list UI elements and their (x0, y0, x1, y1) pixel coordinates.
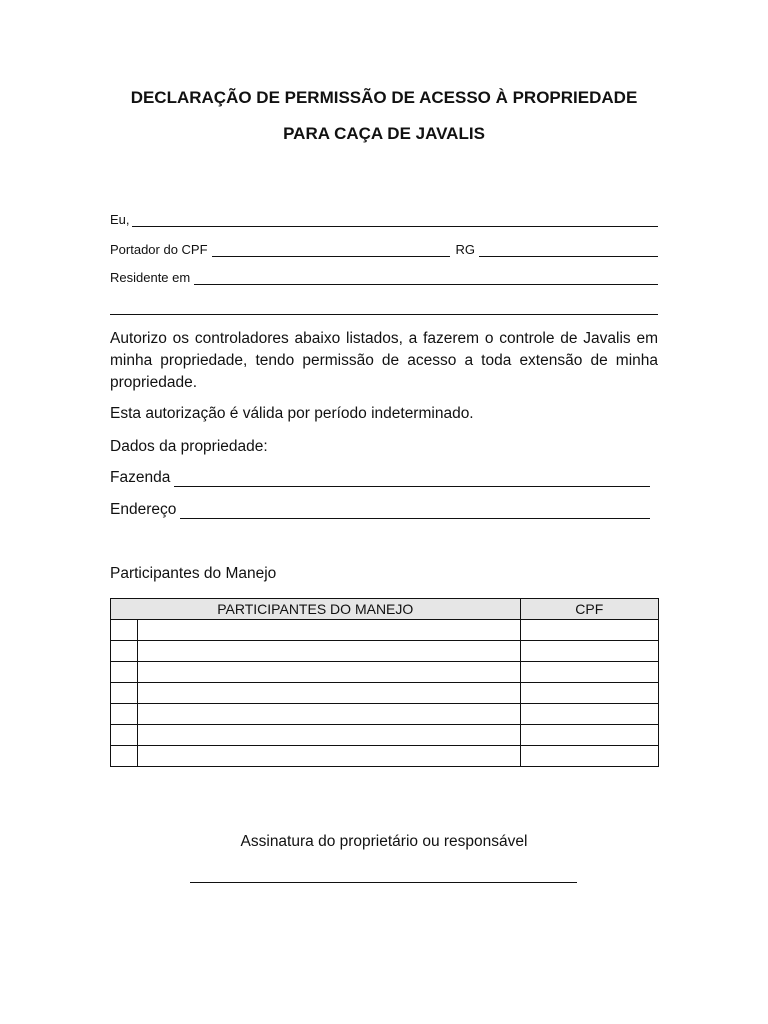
row-number-cell (111, 683, 138, 704)
row-number-cell (111, 620, 138, 641)
participant-cpf-cell[interactable] (520, 641, 658, 662)
residente-label: Residente em (110, 270, 191, 285)
endereco-field (110, 501, 650, 519)
authorization-paragraph: Autorizo os controladores abaixo listados, a fazerem o controle de Javalis em minha propriedade, tendo permissão de acesso a toda extensão de minha propriedade. (110, 330, 658, 391)
participant-name-cell[interactable] (137, 725, 520, 746)
cpf-rg-field (110, 242, 658, 257)
participants-section-label: Participantes do Manejo (110, 565, 277, 582)
endereco-blank-line[interactable] (180, 502, 650, 519)
row-number-cell (111, 662, 138, 683)
participant-name-cell[interactable] (137, 683, 520, 704)
participant-cpf-cell[interactable] (520, 620, 658, 641)
endereco-label: Endereço (110, 501, 177, 518)
document-title-line1: DECLARAÇÃO DE PERMISSÃO DE ACESSO À PROPRIEDADE (130, 88, 638, 107)
residente-blank-line[interactable] (194, 270, 658, 285)
address-continuation-field (110, 300, 658, 315)
row-number-cell (111, 746, 138, 767)
validity-paragraph: Esta autorização é válida por período indeterminado. (110, 405, 474, 422)
participant-cpf-cell[interactable] (520, 704, 658, 725)
participant-name-cell[interactable] (137, 662, 520, 683)
table-row (111, 704, 659, 725)
cpf-blank-line[interactable] (212, 242, 450, 257)
participant-name-cell[interactable] (137, 704, 520, 725)
participant-name-cell[interactable] (137, 641, 520, 662)
table-row (111, 683, 659, 704)
participants-column-header: PARTICIPANTES DO MANEJO (111, 599, 521, 620)
eu-label: Eu, (110, 212, 130, 227)
row-number-cell (111, 725, 138, 746)
row-number-cell (111, 641, 138, 662)
participants-table (110, 598, 659, 767)
table-row (111, 746, 659, 767)
participant-cpf-cell[interactable] (520, 746, 658, 767)
signature-line[interactable] (190, 882, 577, 883)
table-row (111, 620, 659, 641)
participants-table-body (111, 620, 659, 767)
table-row (111, 662, 659, 683)
document-title-line2: PARA CAÇA DE JAVALIS (283, 124, 485, 143)
fazenda-field (110, 469, 650, 487)
table-row (111, 641, 659, 662)
property-data-heading: Dados da propriedade: (110, 438, 268, 455)
rg-blank-line[interactable] (479, 242, 658, 257)
signature-label: Assinatura do proprietário ou responsável (240, 833, 528, 850)
fazenda-label: Fazenda (110, 469, 171, 486)
participant-cpf-cell[interactable] (520, 725, 658, 746)
table-row (111, 725, 659, 746)
eu-blank-line[interactable] (132, 212, 658, 227)
eu-field (110, 212, 658, 227)
cpf-column-header: CPF (520, 599, 658, 620)
participant-cpf-cell[interactable] (520, 683, 658, 704)
cpf-label: Portador do CPF (110, 242, 208, 257)
fazenda-blank-line[interactable] (174, 470, 650, 487)
rg-label: RG (455, 242, 476, 257)
participants-table-header (111, 599, 659, 620)
participant-name-cell[interactable] (137, 746, 520, 767)
participant-cpf-cell[interactable] (520, 662, 658, 683)
address-continuation-line[interactable] (110, 300, 658, 315)
row-number-cell (111, 704, 138, 725)
residente-field (110, 270, 658, 285)
participant-name-cell[interactable] (137, 620, 520, 641)
